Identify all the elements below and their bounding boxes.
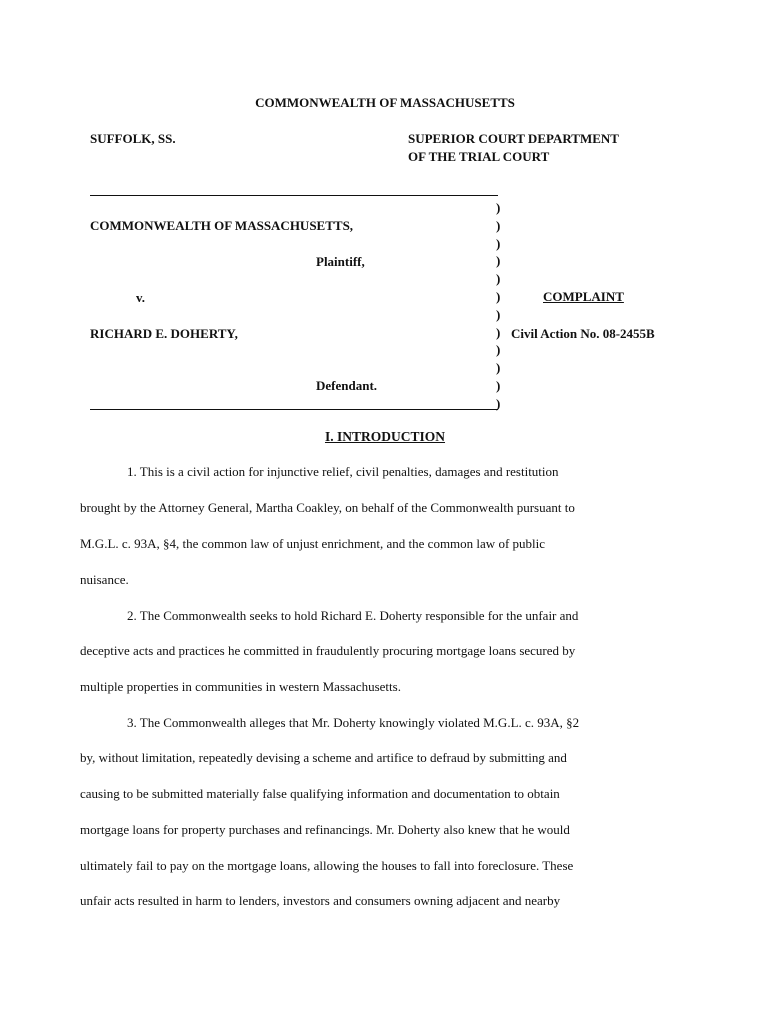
state-heading: COMMONWEALTH OF MASSACHUSETTS [255, 95, 515, 110]
paragraph-2-line: multiple properties in communities in western Massachusetts. [80, 679, 401, 694]
defendant-name: RICHARD E. DOHERTY, [90, 326, 238, 341]
caption-top-rule [90, 195, 498, 196]
paragraph-3-line: unfair acts resulted in harm to lenders, investors and consumers owning adjacent and nearby [80, 893, 561, 908]
versus-label: v. [136, 290, 146, 305]
paragraph-1-line: M.G.L. c. 93A, §4, the common law of unjust enrichment, and the common law of public [80, 536, 546, 551]
paragraph-3-line: 3. The Commonwealth alleges that Mr. Doherty knowingly violated M.G.L. c. 93A, §2 [127, 715, 580, 730]
paragraph-2-line: 2. The Commonwealth seeks to hold Richard E. Doherty responsible for the unfair and [127, 608, 579, 623]
caption-parentheses: ) ) ) ) ) ) ) ) ) ) ) ) [496, 200, 501, 411]
plaintiff-name: COMMONWEALTH OF MASSACHUSETTS, [90, 218, 354, 233]
paragraph-1-line: 1. This is a civil action for injunctive relief, civil penalties, damages and restitution [127, 464, 559, 479]
caption-bottom-rule [90, 409, 498, 410]
paragraph-1-line: brought by the Attorney General, Martha Coakley, on behalf of the Commonwealth pursuant to [80, 500, 575, 515]
court-division: OF THE TRIAL COURT [408, 149, 550, 164]
section-heading: I. INTRODUCTION [324, 429, 446, 444]
paragraph-3-line: by, without limitation, repeatedly devising a scheme and artifice to defraud by submitting and [80, 750, 567, 765]
paragraph-3-line: causing to be submitted materially false qualifying information and documentation to obtain [80, 786, 560, 801]
civil-action-number: Civil Action No. 08-2455B [511, 326, 655, 341]
paragraph-1-line: nuisance. [80, 572, 129, 587]
plaintiff-label: Plaintiff, [316, 254, 365, 269]
county-label: SUFFOLK, SS. [90, 131, 176, 146]
court-department: SUPERIOR COURT DEPARTMENT [408, 131, 619, 146]
paragraph-3-line: ultimately fail to pay on the mortgage loans, allowing the houses to fall into foreclosure. These [80, 858, 574, 873]
paragraph-3-line: mortgage loans for property purchases and refinancings. Mr. Doherty also knew that he would [80, 822, 570, 837]
defendant-label: Defendant. [316, 378, 378, 393]
paragraph-2-line: deceptive acts and practices he committed in fraudulently procuring mortgage loans secured by [80, 643, 576, 658]
document-type: COMPLAINT [543, 289, 624, 304]
